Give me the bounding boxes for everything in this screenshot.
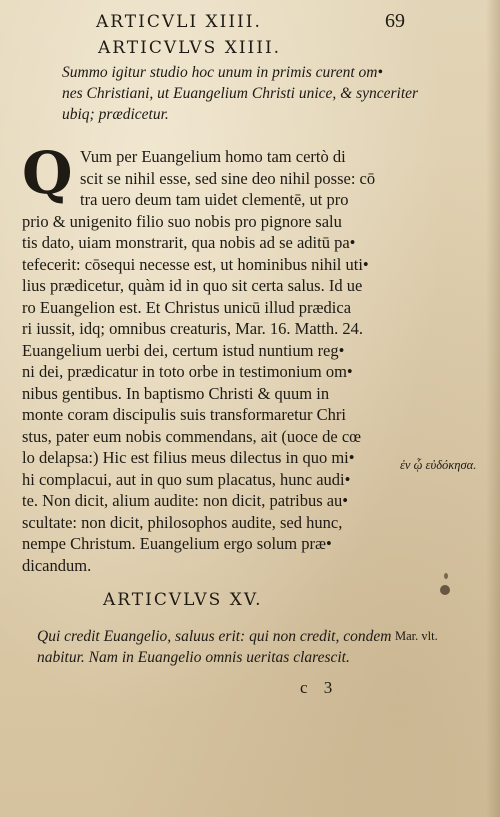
summary-line: Summo igitur studio hoc unum in primis curent om•: [62, 64, 383, 81]
ink-blot: [440, 585, 450, 595]
ink-blot: [444, 573, 448, 579]
body-line: lius prædicetur, quàm id in quo sit certa salus. Id ue: [22, 276, 363, 295]
summary-line: Qui credit Euangelio, saluus erit: qui non credit, condem: [37, 628, 392, 645]
body-line: ri iussit, idq; omnibus creaturis, Mar. 16. Matth. 24.: [22, 319, 363, 338]
body-line: prio & unigenito filio suo nobis pro pignore salu: [22, 211, 342, 231]
article-14-body: [22, 139, 472, 576]
running-head: ARTICVLI XIIII.: [96, 12, 262, 32]
body-line: Vum per Euangelium homo tam certò di: [80, 147, 346, 166]
drop-cap: Q: [22, 139, 73, 207]
summary-line: ubiq; prædicetur.: [62, 106, 169, 123]
body-line: dicandum.: [22, 555, 92, 575]
margin-note-greek: ἐν ᾧ εὐδόκησα.: [400, 458, 477, 472]
body-line: stus, pater eum nobis commendans, ait (uoce de cœ: [22, 426, 362, 446]
body-line: monte coram discipulis suis transformaretur Chri: [22, 405, 346, 424]
body-line: ro Euangelion est. Et Christus unicū illud prædica: [22, 297, 352, 317]
article-15-summary: [37, 626, 437, 668]
body-line: te. Non dicit, alium audite: non dicit, patribus au•: [22, 491, 349, 510]
article-14-summary: [62, 62, 462, 125]
body-line: tefecerit: cōsequi necesse est, ut hominibus nihil uti•: [22, 254, 369, 274]
signature-mark: c 3: [300, 678, 339, 697]
body-line: nibus gentibus. In baptismo Christi & quum in: [22, 383, 330, 403]
body-line: scit se nihil esse, sed sine deo nihil posse: cō: [80, 168, 376, 188]
article-14-heading: ARTICVLVS XIIII.: [98, 38, 282, 58]
body-line: hi complacui, aut in quo sum placatus, hunc audi•: [22, 469, 351, 489]
page-number: 69: [385, 10, 405, 32]
body-line: tis dato, uiam monstrarit, qua nobis ad se aditū pa•: [22, 233, 356, 252]
article-15-heading: ARTICVLVS XV.: [103, 590, 263, 610]
body-line: ni dei, prædicatur in toto orbe in testimonium om•: [22, 362, 353, 381]
body-line: nempe Christum. Euangelium ergo solum præ•: [22, 534, 332, 553]
body-line: scultate: non dicit, philosophos audite, sed hunc,: [22, 512, 343, 532]
body-line: lo delapsa:) Hic est filius meus dilectus in quo mi•: [22, 448, 355, 467]
summary-line: nabitur. Nam in Euangelio omnis ueritas clarescit.: [37, 649, 350, 666]
body-line: tra uero deum tam uidet clementē, ut pro: [80, 190, 349, 209]
margin-note-reference: Mar. vlt.: [395, 629, 438, 643]
body-line: Euangelium uerbi dei, certum istud nuntium reg•: [22, 340, 345, 360]
summary-line: nes Christiani, ut Euangelium Christi unice, & synceriter: [62, 85, 419, 102]
